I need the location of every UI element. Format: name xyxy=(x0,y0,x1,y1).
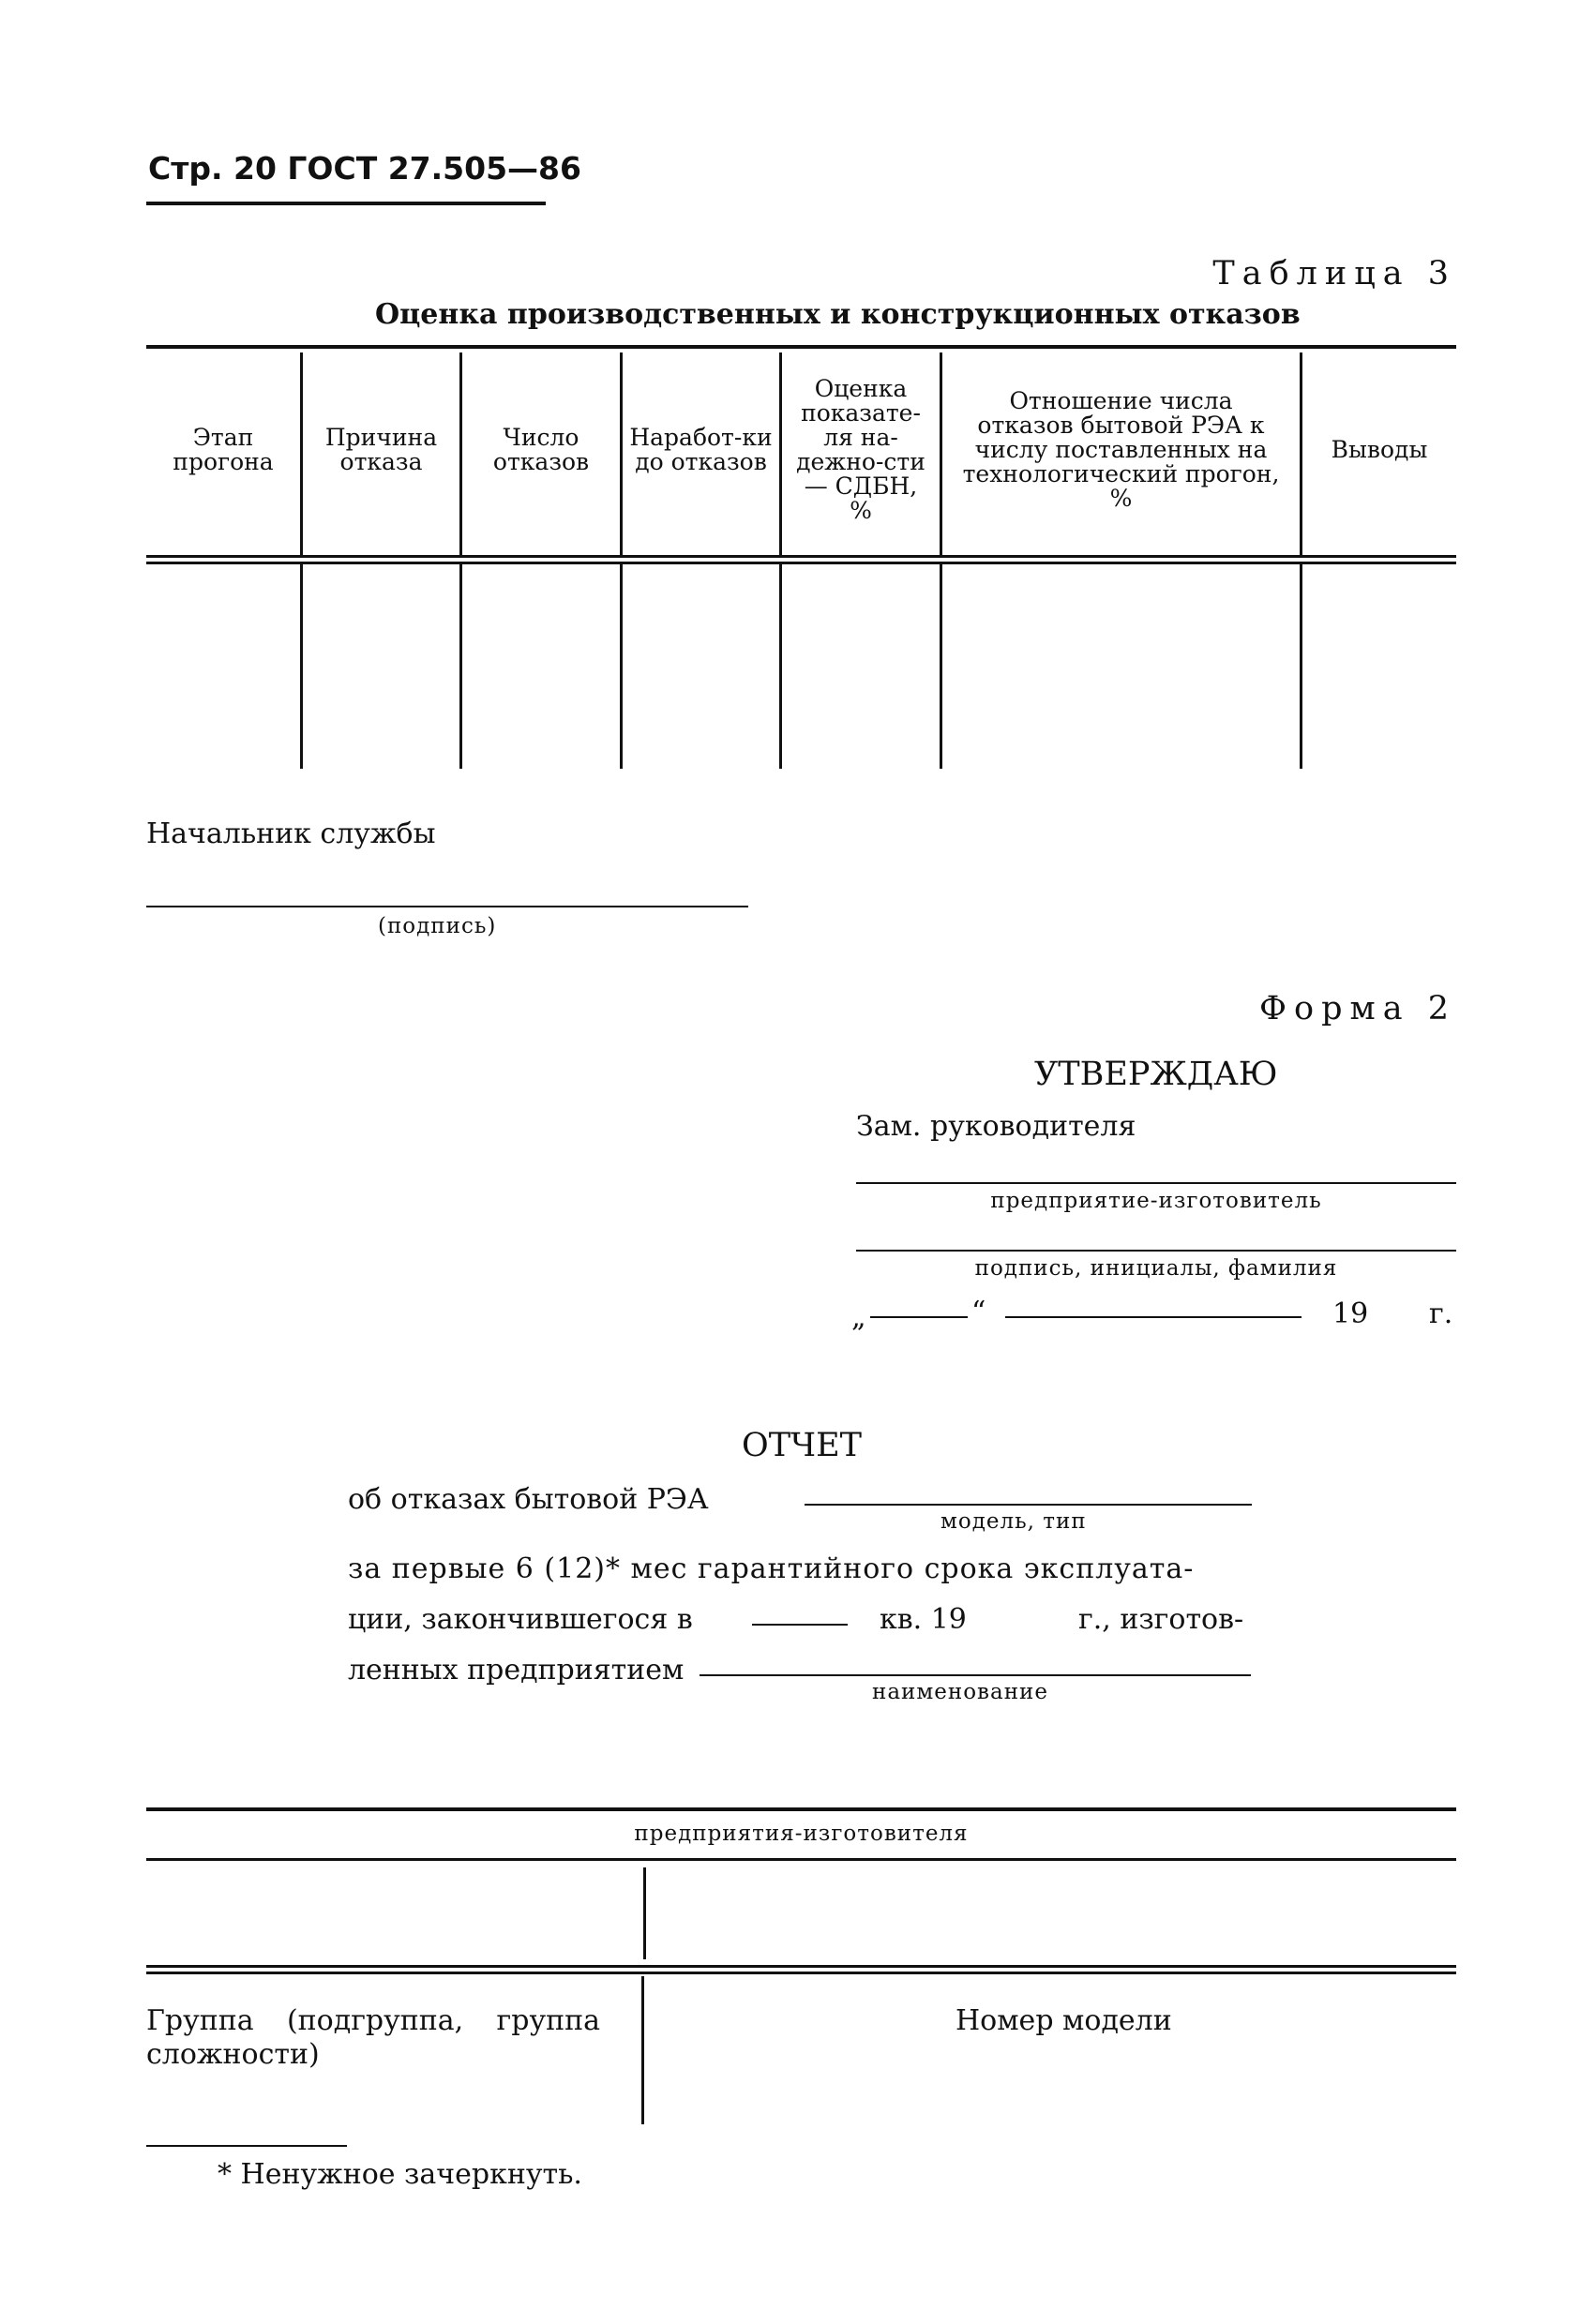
signature-line xyxy=(146,906,748,907)
name-caption: наименование xyxy=(872,1680,1048,1704)
sign-line xyxy=(856,1250,1456,1252)
model-number-label: Номер модели xyxy=(955,2004,1172,2037)
date-close-quote: “ xyxy=(971,1296,986,1328)
date-open-quote: „ xyxy=(851,1301,866,1334)
enterprise-plural-caption: предприятия-изготовителя xyxy=(634,1822,969,1846)
report-line-3c: г., изготов- xyxy=(1078,1603,1244,1636)
report-line-2: за первые 6 (12)* мес гарантийного срока эксплуата- xyxy=(348,1552,1195,1585)
footnote-rule xyxy=(146,2145,347,2147)
group-label: Группа (подгруппа, группа сложности) xyxy=(146,2004,600,2071)
col-header-stage: Этап прогона xyxy=(173,424,274,475)
enterprise-caption: предприятие-изготовитель xyxy=(990,1189,1322,1213)
report-line-3b: кв. 19 xyxy=(880,1603,967,1636)
form-label: Форма 2 xyxy=(1258,990,1456,1027)
name-line xyxy=(700,1674,1251,1676)
bottom-rule-2b xyxy=(146,1972,1456,1974)
date-year: 19 xyxy=(1332,1297,1369,1330)
date-month-line xyxy=(1005,1316,1302,1318)
signature-caption: (подпись) xyxy=(378,914,497,938)
enterprise-line xyxy=(856,1182,1456,1184)
bottom-divider-top xyxy=(643,1867,646,1959)
report-line-4: ленных предприятием xyxy=(348,1654,685,1687)
bottom-rule-1 xyxy=(146,1858,1456,1861)
col-header-reliability: Оценка показате-ля на-дежно-сти — СДБН, % xyxy=(796,375,925,524)
page-header: Стр. 20 ГОСТ 27.505—86 xyxy=(148,150,581,187)
col-header-cause: Причина отказа xyxy=(324,424,438,475)
table-header-rule-2 xyxy=(146,562,1456,564)
date-suffix: г. xyxy=(1429,1297,1453,1330)
table-title: Оценка производственных и конструкционных отказов xyxy=(375,298,1301,331)
sign-caption: подпись, инициалы, фамилия xyxy=(974,1256,1338,1281)
report-line-1: об отказах бытовой РЭА xyxy=(348,1483,709,1516)
header-underline xyxy=(146,202,546,205)
model-caption: модель, тип xyxy=(940,1509,1087,1534)
col-header-ratio: Отношение числа отказов бытовой РЭА к числу поставленных на технологический прогон, % xyxy=(962,387,1280,512)
col-divider xyxy=(940,564,942,769)
bottom-top-rule xyxy=(146,1807,1456,1811)
table-header-rule-1 xyxy=(146,555,1456,558)
signature-title: Начальник службы xyxy=(146,817,436,850)
approve-title: УТВЕРЖДАЮ xyxy=(1034,1056,1278,1093)
report-line-3a: ции, закончившегося в xyxy=(348,1603,693,1636)
col-divider xyxy=(779,564,782,769)
footnote: * Ненужное зачеркнуть. xyxy=(218,2158,582,2191)
col-header-conclusions: Выводы xyxy=(1331,436,1428,463)
bottom-rule-2a xyxy=(146,1965,1456,1968)
table-label: Таблица 3 xyxy=(1212,255,1456,292)
col-header-operating-time: Наработ-ки до отказов xyxy=(629,424,773,475)
col-divider xyxy=(459,564,462,769)
col-divider xyxy=(620,564,623,769)
deputy-label: Зам. руководителя xyxy=(856,1110,1136,1143)
bottom-divider xyxy=(641,1976,644,2124)
col-header-count: Число отказов xyxy=(492,424,590,475)
col-divider xyxy=(300,564,303,769)
date-day-line xyxy=(870,1316,968,1318)
col-divider xyxy=(1300,564,1302,769)
report-title: ОТЧЕТ xyxy=(742,1427,862,1464)
quarter-line xyxy=(752,1624,848,1626)
model-line xyxy=(805,1504,1252,1506)
